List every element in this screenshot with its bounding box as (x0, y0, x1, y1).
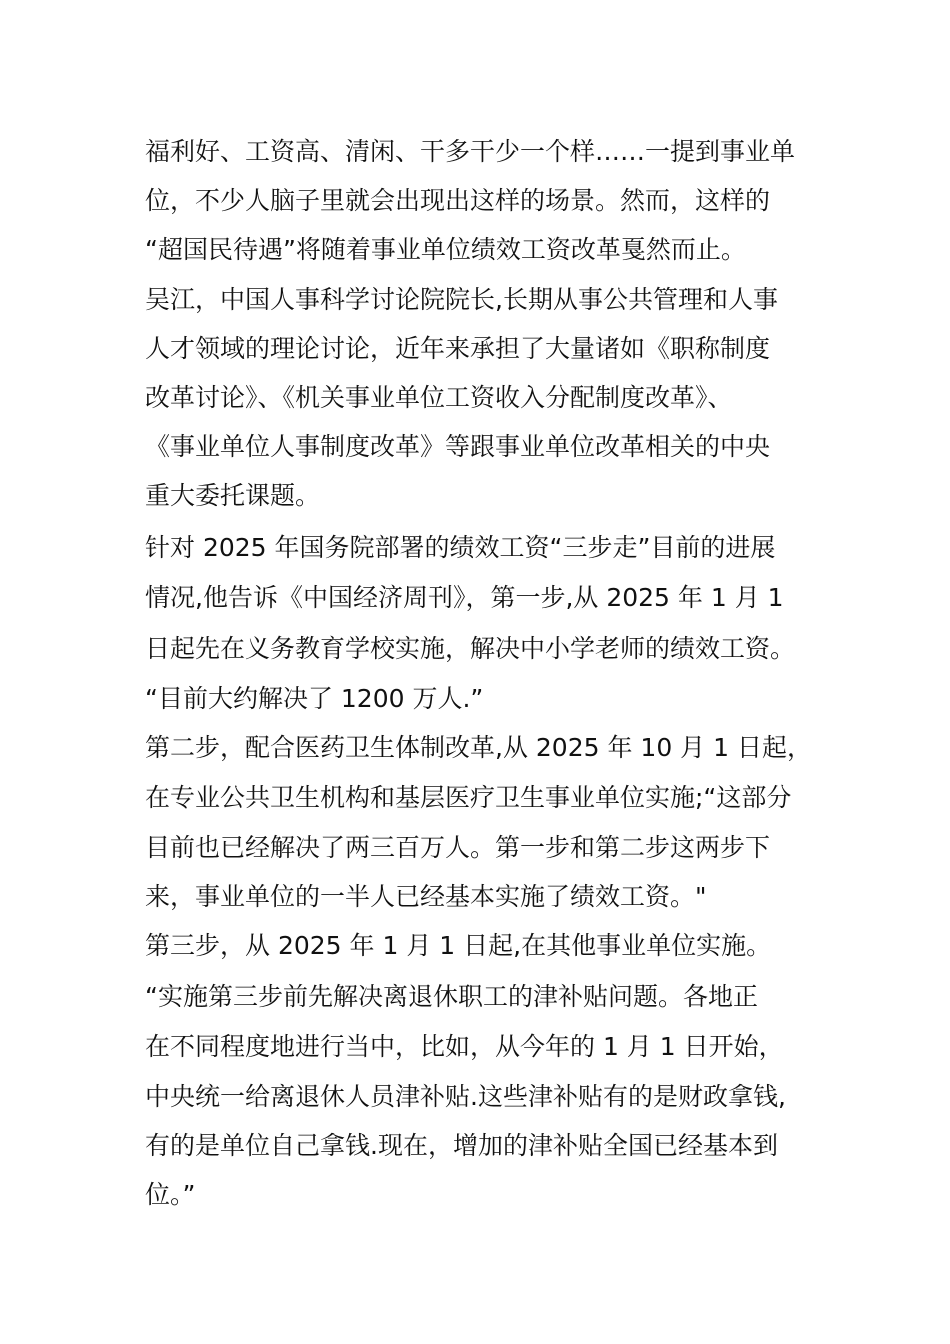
text-line: 有的是单位自己拿钱.现在，增加的津补贴全国已经基本到 (145, 1131, 778, 1160)
text-line: “实施第三步前先解决离退休职工的津补贴问题。各地正 (145, 982, 758, 1011)
text-line: 在专业公共卫生机构和基层医疗卫生事业单位实施;“这部分 (145, 783, 792, 812)
text-line: 改革讨论》、《机关事业单位工资收入分配制度改革》、 (145, 383, 733, 412)
text-line: 福利好、工资高、清闲、干多干少一个样……一提到事业单 (145, 137, 796, 166)
text-line: 第三步，从 2025 年 1 月 1 日起,在其他事业单位实施。 (145, 931, 772, 960)
text-line: 第二步，配合医药卫生体制改革,从 2025 年 10 月 1 日起， (145, 733, 812, 762)
text-line: “超国民待遇”将随着事业单位绩效工资改革戛然而止。 (145, 235, 746, 264)
text-line: “目前大约解决了 1200 万人.” (145, 684, 484, 713)
text-line: 情况,他告诉《中国经济周刊》，第一步,从 2025 年 1 月 1 (145, 583, 784, 612)
text-line: 人才领域的理论讨论，近年来承担了大量诸如《职称制度 (145, 334, 771, 363)
text-line: 位，不少人脑子里就会出现出这样的场景。然而，这样的 (145, 186, 771, 215)
text-line: 吴江，中国人事科学讨论院院长,长期从事公共管理和人事 (145, 285, 778, 314)
text-line: 中央统一给离退休人员津补贴.这些津补贴有的是财政拿钱, (145, 1082, 786, 1111)
text-line: 针对 2025 年国务院部署的绩效工资“三步走”目前的进展 (145, 533, 776, 562)
text-line: 《事业单位人事制度改革》等跟事业单位改革相关的中央 (145, 432, 771, 461)
text-line: 来，事业单位的一半人已经基本实施了绩效工资。" (145, 882, 707, 911)
text-line: 重大委托课题。 (145, 481, 321, 510)
text-line: 日起先在义务教育学校实施，解决中小学老师的绩效工资。 (145, 634, 796, 663)
text-line: 位。” (145, 1180, 196, 1209)
text-line: 在不同程度地进行当中，比如，从今年的 1 月 1 日开始， (145, 1032, 784, 1061)
text-line: 目前也已经解决了两三百万人。第一步和第二步这两步下 (145, 833, 771, 862)
